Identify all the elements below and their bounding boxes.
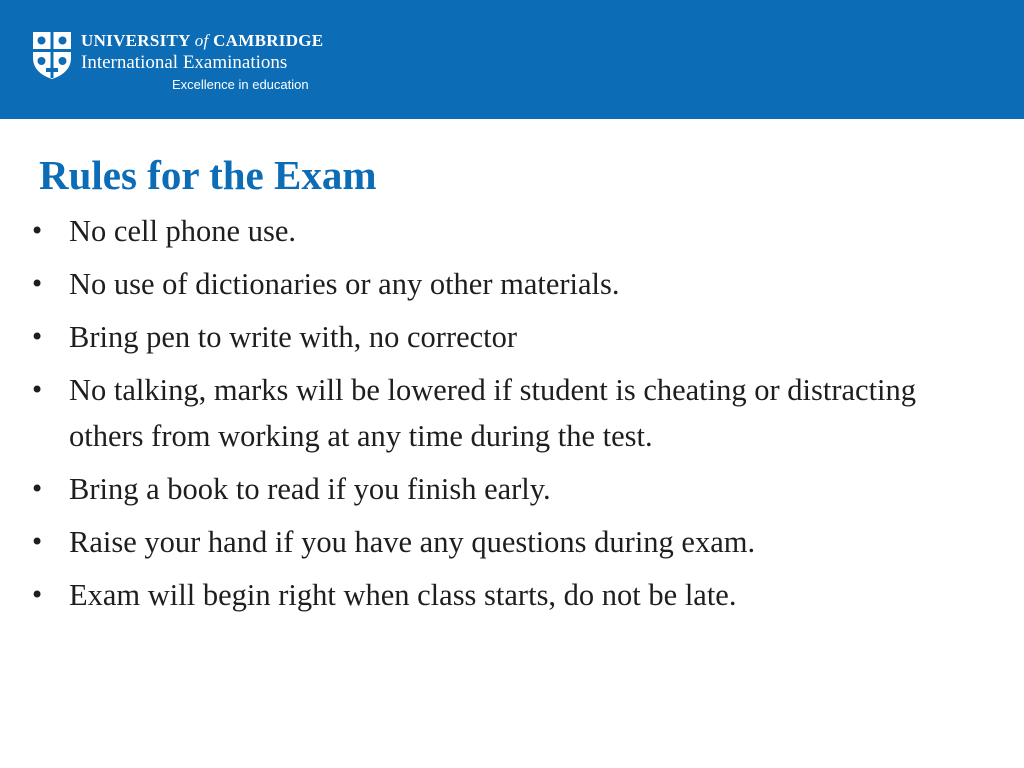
rule-text: Raise your hand if you have any questions during exam. [69,525,756,559]
rules-list [30,208,990,625]
rule-item [30,572,990,618]
slide-title: Rules for the Exam [39,152,377,198]
rule-text: Bring a book to read if you finish early. [69,472,551,506]
rule-item [30,367,990,459]
rule-text: No cell phone use. [69,214,296,248]
rule-item [30,208,990,254]
bullet-icon: • [30,528,45,556]
rule-text: No talking, marks will be lowered if student is cheating or distracting others from working at any time during the test. [69,373,917,453]
bullet-icon: • [30,217,45,245]
tagline: Excellence in education [172,77,309,92]
university-crest-icon [31,30,73,80]
university-wordmark [81,31,323,75]
bullet-icon: • [30,475,45,503]
rule-item [30,314,990,360]
bullet-icon: • [30,323,45,351]
university-name: UNIVERSITY of CAMBRIDGE [81,31,324,50]
bullet-icon: • [30,581,45,609]
rule-item [30,466,990,512]
header-banner [0,0,1024,119]
rule-item [30,261,990,307]
rule-text: Exam will begin right when class starts, do not be late. [69,578,737,612]
rule-text: Bring pen to write with, no corrector [69,320,518,354]
rule-text: No use of dictionaries or any other materials. [69,267,620,301]
bullet-icon: • [30,270,45,298]
bullet-icon: • [30,376,45,404]
rule-item [30,519,990,565]
department-name: International Examinations [81,52,288,73]
